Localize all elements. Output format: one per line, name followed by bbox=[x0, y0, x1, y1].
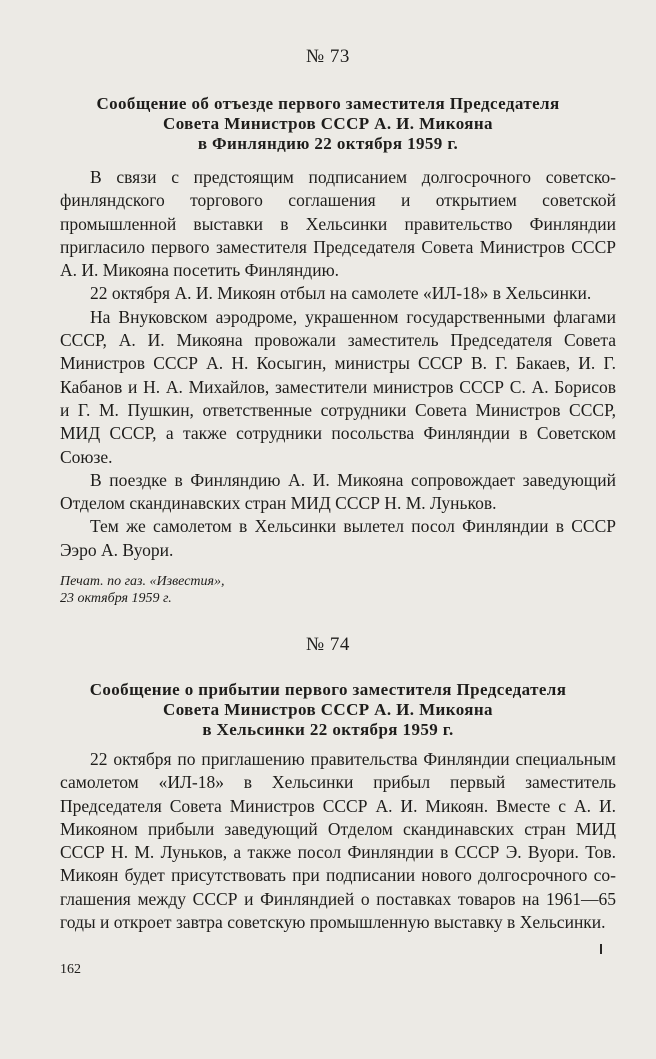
paragraph: В связи с предстоящим подписанием долгосрочного советско-финляндского торгового соглашения и открытием советской промышленной выставки в Хельсинки правительство Финляндии пригласило первого заместителя Председателя Совета Министров СССР А. И. Микояна посетить Финляндию. bbox=[60, 167, 616, 281]
title-line: Сообщение о прибытии первого заместителя Председателя bbox=[89, 680, 567, 699]
print-mark bbox=[600, 944, 602, 954]
source-line: 23 октября 1959 г. bbox=[60, 591, 172, 606]
title-line: в Финляндию 22 октября 1959 г. bbox=[197, 134, 459, 153]
title-line: в Хельсинки 22 октября 1959 г. bbox=[202, 720, 454, 739]
paragraph: На Внуковском аэродроме, украшенном государственными флагами СССР, А. И. Микояна провожали заместитель Председателя Совета Министров СССР А. Н. Косыгин, министры СССР В. Г. Бакаев, И. Г. Кабанов и Н. А. Михайлов, заместители министров СССР С. А. Борисов и Г. М. Пушкин, ответственные сотрудники Совета Министров СССР, МИД СССР, а также сотрудники посольства Финляндии в Советском Союзе. bbox=[60, 306, 616, 467]
paragraph: Тем же самолетом в Хельсинки вылетел посол Финляндии в СССР Ээро А. Вуори. bbox=[60, 516, 616, 560]
source-note bbox=[60, 573, 460, 607]
title-line: Совета Министров СССР А. И. Микояна bbox=[163, 114, 493, 133]
document-73-body bbox=[60, 166, 616, 562]
title-line: Совета Министров СССР А. И. Микояна bbox=[163, 700, 493, 719]
paragraph: 22 октября по приглашению правительства Финляндии специальным самолетом «ИЛ-18» в Хельсинки прибыл первый заместитель Председателя Совета Министров СССР А. И. Микоян. Вместе с А. И. Микояном прибыли заведующий Отделом скандинавских стран МИД СССР Н. М. Луньков, а также посол Финляндии в СССР Э. Вуори. Тов. Микоян будет присутствовать при подписании нового долгосрочного соглашения между СССР и Финляндией о поставках товаров на 1961—65 годы и откроет завтра советскую промышленную выставку в Хельсинки. bbox=[60, 749, 616, 933]
source-line: Печат. по газ. «Известия», bbox=[60, 574, 225, 589]
document-74-number: № 74 bbox=[306, 634, 350, 655]
document-73-number: № 73 bbox=[306, 46, 350, 67]
paragraph: 22 октября А. И. Микоян отбыл на самолете «ИЛ-18» в Хельсинки. bbox=[90, 283, 592, 304]
document-74-title bbox=[40, 680, 616, 740]
title-line: Сообщение об отъезде первого заместителя Председателя bbox=[96, 94, 560, 113]
paragraph: В поездке в Финляндию А. И. Микояна сопровождает заведующий Отделом скандинавских стран МИД СССР Н. М. Луньков. bbox=[60, 469, 616, 514]
document-73-title bbox=[40, 94, 616, 154]
page-number: 162 bbox=[60, 962, 81, 977]
document-74-body bbox=[60, 748, 616, 934]
